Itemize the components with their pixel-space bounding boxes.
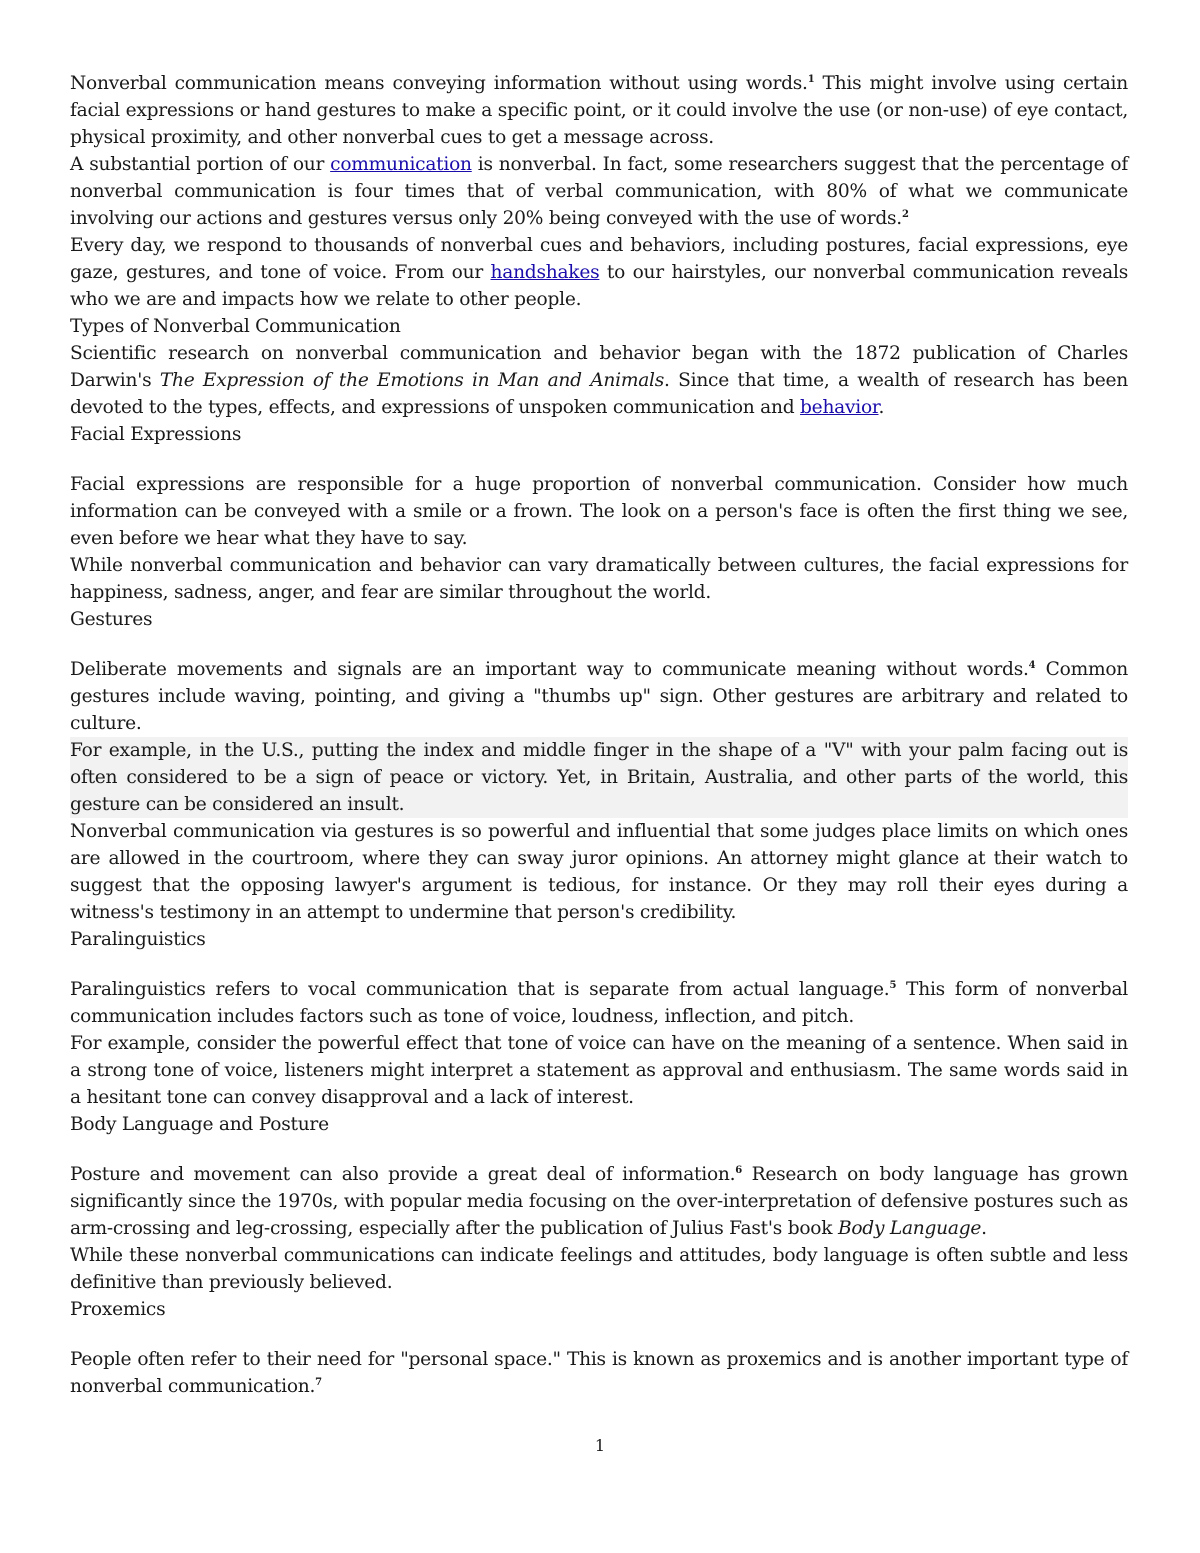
paragraph-body-language-1: Posture and movement can also provide a great deal of information.$^6$ Research on body language has grown significantly since the 1970s, with popular media focusing on the over-interpretation of defensive postures such as arm-crossing and leg-crossing, especially after the publication of Julius Fast's book Body Language. bbox=[70, 1164, 1128, 1239]
paragraph-every-day: Every day, we respond to thousands of nonverbal cues and behaviors, including postures, facial expressions, eye gaze, gestures, and tone of voice. From our handshakes to our hairstyles, our nonverbal communication reveals who we are and impacts how we relate to other people. bbox=[70, 235, 1128, 310]
heading-gestures: Gestures bbox=[70, 609, 153, 630]
footnote-ref-2[interactable]: 2 bbox=[901, 209, 909, 220]
paragraph-paralinguistics-1: Paralinguistics refers to vocal communication that is separate from actual language.$^5$ This form of nonverbal communication includes factors such as tone of voice, loudness, inflection, and pitch. bbox=[70, 979, 1128, 1027]
behavior-link[interactable]: behavior bbox=[800, 397, 879, 418]
paragraph-gestures-example: For example, in the U.S., putting the index and middle finger in the shape of a "V" with your palm facing out is often considered to be a sign of peace or victory. Yet, in Britain, Australia, and other parts of the world, this gesture can be considered an insult. bbox=[70, 737, 1128, 818]
footnote-ref-6[interactable]: 6 bbox=[735, 1165, 742, 1176]
footnote-ref-1[interactable]: 1 bbox=[807, 74, 815, 85]
paragraph-body-language-2: While these nonverbal communications can indicate feelings and attitudes, body language is often subtle and less definitive than previously believed. bbox=[70, 1245, 1128, 1293]
paragraph-portion: A substantial portion of our communication is nonverbal. In fact, some researchers suggest that the percentage of nonverbal communication is four times that of verbal communication, with 80% of what we communicate involving our actions and gestures versus only 20% being conveyed with the use of words.$^2$ bbox=[70, 154, 1128, 229]
heading-facial-expressions: Facial Expressions bbox=[70, 424, 242, 445]
paragraph-facial-2: While nonverbal communication and behavior can vary dramatically between cultures, the facial expressions for happiness, sadness, anger, and fear are similar throughout the world. bbox=[70, 555, 1128, 603]
footnote-ref-5[interactable]: 5 bbox=[889, 980, 897, 991]
book-title-darwin: The Expression of the Emotions in Man and Animals bbox=[159, 370, 665, 391]
paragraph-definition: Nonverbal communication means conveying information without using words.$^1$ This might involve using certain facial expressions or hand gestures to make a specific point, or it could involve the use (or non-use) of eye contact, physical proximity, and other nonverbal cues to get a message across. bbox=[70, 73, 1128, 148]
page-number: 1 bbox=[594, 1436, 606, 1455]
paragraph-gestures-courtroom: Nonverbal communication via gestures is so powerful and influential that some judges place limits on which ones are allowed in the courtroom, where they can sway juror opinions. An attorney might glance at their watch to suggest that the opposing lawyer's argument is tedious, for instance. Or they may roll their eyes during a witness's testimony in an attempt to undermine that person's credibility. bbox=[70, 821, 1128, 923]
paragraph-gestures-1: Deliberate movements and signals are an important way to communicate meaning without words.$^4$ Common gestures include waving, pointing, and giving a "thumbs up" sign. Other gestures are arbitrary and related to culture. bbox=[70, 659, 1128, 734]
heading-proxemics: Proxemics bbox=[70, 1299, 166, 1320]
paragraph-paralinguistics-2: For example, consider the powerful effect that tone of voice can have on the meaning of a sentence. When said in a strong tone of voice, listeners might interpret a statement as approval and enthusiasm. The same words said in a hesitant tone can convey disapproval and a lack of interest. bbox=[70, 1033, 1128, 1108]
paragraph-scientific-research: Scientific research on nonverbal communication and behavior began with the 1872 publication of Charles Darwin's The Expression of the Emotions in Man and Animals. Since that time, a wealth of research has been devoted to the types, effects, and expressions of unspoken communication and behavior. bbox=[70, 343, 1128, 418]
heading-types: Types of Nonverbal Communication bbox=[70, 316, 401, 337]
footnote-ref-7[interactable]: 7 bbox=[315, 1377, 322, 1388]
handshakes-link[interactable]: handshakes bbox=[490, 262, 600, 283]
document-page bbox=[70, 70, 1128, 1400]
heading-body-language: Body Language and Posture bbox=[70, 1114, 329, 1135]
heading-paralinguistics: Paralinguistics bbox=[70, 929, 206, 950]
book-title-body-language: Body Language bbox=[837, 1218, 982, 1239]
footnote-ref-4[interactable]: 4 bbox=[1028, 660, 1036, 671]
paragraph-proxemics: People often refer to their need for "personal space." This is known as proxemics and is another important type of nonverbal communication.$^7$ bbox=[70, 1349, 1128, 1397]
communication-link[interactable]: communication bbox=[330, 154, 472, 175]
paragraph-facial-1: Facial expressions are responsible for a huge proportion of nonverbal communication. Consider how much information can be conveyed with a smile or a frown. The look on a person's face is often the first thing we see, even before we hear what they have to say. bbox=[70, 474, 1128, 549]
